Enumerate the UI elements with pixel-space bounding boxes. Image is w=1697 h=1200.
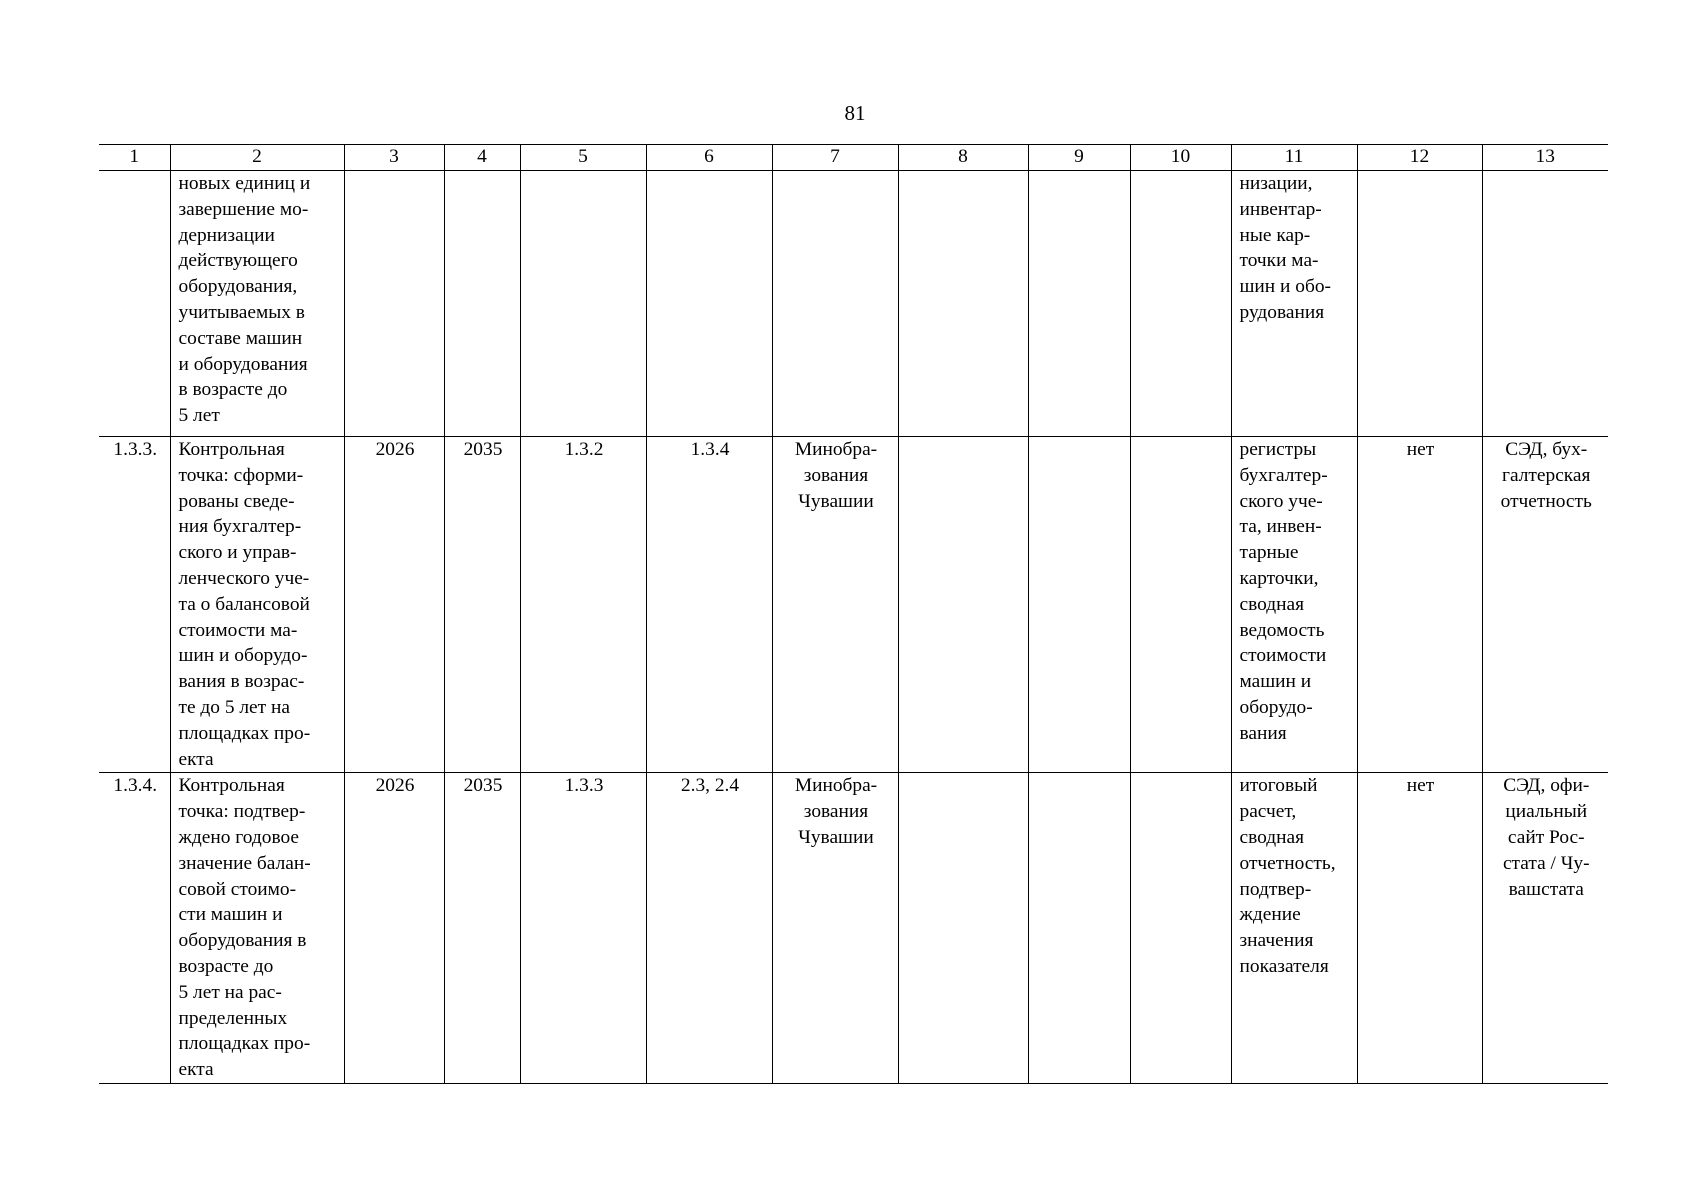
col9-cell — [1028, 773, 1130, 1084]
column-header: 8 — [898, 145, 1028, 171]
column-header: 10 — [1130, 145, 1231, 171]
event-name: Контрольная точка: сформи- рованы сведе- ния бухгалтер- ского и управ- ленческого уче- та о балансовой стоимости ма- шин и оборудо- вания в возрас- те до 5 лет на площадках про- екта — [178, 439, 311, 770]
col12-value: нет — [1406, 439, 1435, 460]
document-cell — [1231, 171, 1357, 437]
start-year: 2026 — [375, 439, 415, 460]
column-header: 13 — [1482, 145, 1608, 171]
end-year-cell — [444, 773, 520, 1084]
col12-cell — [1357, 773, 1482, 1084]
column-header: 9 — [1028, 145, 1130, 171]
row-number: 1.3.3. — [113, 439, 158, 460]
col10-cell — [1130, 437, 1231, 773]
column-header: 2 — [170, 145, 344, 171]
row-number-cell — [99, 773, 170, 1084]
event-name-cell — [170, 437, 344, 773]
start-year-cell — [344, 171, 444, 437]
col9-cell — [1028, 437, 1130, 773]
event-name-cell — [170, 773, 344, 1084]
col13-cell — [1482, 773, 1608, 1084]
col12-cell — [1357, 171, 1482, 437]
column-header: 7 — [772, 145, 898, 171]
event-name: новых единиц и завершение мо- дернизации действующего оборудования, учитываемых в составе машин и оборудования в возрасте до 5 лет — [178, 173, 311, 427]
responsible-cell — [772, 773, 898, 1084]
document-cell — [1231, 773, 1357, 1084]
end-year-cell — [444, 171, 520, 437]
end-year: 2035 — [463, 775, 503, 797]
page-number: 81 — [844, 101, 866, 125]
table-header-row — [99, 145, 1608, 171]
col13-cell — [1482, 171, 1608, 437]
start-year: 2026 — [375, 775, 415, 797]
column-header: 3 — [344, 145, 444, 171]
successor: 2.3, 2.4 — [680, 775, 740, 797]
responsible: Минобра- зования Чувашии — [794, 775, 878, 848]
column-header: 5 — [520, 145, 646, 171]
responsible: Минобра- зования Чувашии — [794, 439, 878, 512]
col8-cell — [898, 437, 1028, 773]
predecessor: 1.3.3 — [564, 775, 604, 797]
document-type: низации, инвентар- ные кар- точки ма- шин и обо- рудования — [1239, 173, 1331, 323]
col9-cell — [1028, 171, 1130, 437]
successor: 1.3.4 — [690, 439, 730, 460]
row-number-cell — [99, 171, 170, 437]
predecessor-cell — [520, 171, 646, 437]
row-number-cell — [99, 437, 170, 773]
successor-cell — [646, 171, 772, 437]
responsible-cell — [772, 171, 898, 437]
successor-cell — [646, 773, 772, 1084]
row-number: 1.3.4. — [113, 775, 158, 797]
predecessor-cell — [520, 773, 646, 1084]
document-cell — [1231, 437, 1357, 773]
table-row — [99, 773, 1608, 1084]
col8-cell — [898, 171, 1028, 437]
table-row — [99, 171, 1608, 437]
document-type: итоговый расчет, сводная отчетность, подтвер- ждение значения показателя — [1239, 775, 1336, 977]
col10-cell — [1130, 773, 1231, 1084]
col10-cell — [1130, 171, 1231, 437]
responsible-cell — [772, 437, 898, 773]
predecessor-cell — [520, 437, 646, 773]
col13-value: СЭД, бух- галтерская отчетность — [1500, 439, 1592, 512]
column-header: 4 — [444, 145, 520, 171]
column-header: 1 — [99, 145, 170, 171]
document-type: регистры бухгалтер- ского уче- та, инвен- тарные карточки, сводная ведомость стоимости машин и оборудо- вания — [1239, 439, 1328, 744]
column-header: 11 — [1231, 145, 1357, 171]
event-name-cell — [170, 171, 344, 437]
col8-cell — [898, 773, 1028, 1084]
start-year-cell — [344, 437, 444, 773]
column-header: 12 — [1357, 145, 1482, 171]
col12-value: нет — [1406, 775, 1435, 797]
end-year-cell — [444, 437, 520, 773]
event-name: Контрольная точка: подтвер- ждено годовое значение балан- совой стоимо- сти машин и оборудования в возрасте до 5 лет на рас- пределенных площадках про- екта — [178, 775, 311, 1081]
plan-table — [99, 144, 1608, 1084]
col12-cell — [1357, 437, 1482, 773]
start-year-cell — [344, 773, 444, 1084]
col13-cell — [1482, 437, 1608, 773]
end-year: 2035 — [463, 439, 503, 460]
column-header: 6 — [646, 145, 772, 171]
col13-value: СЭД, офи- циальный сайт Рос- стата / Чу- вашстата — [1502, 775, 1590, 900]
successor-cell — [646, 437, 772, 773]
table-row — [99, 437, 1608, 773]
predecessor: 1.3.2 — [564, 439, 604, 460]
